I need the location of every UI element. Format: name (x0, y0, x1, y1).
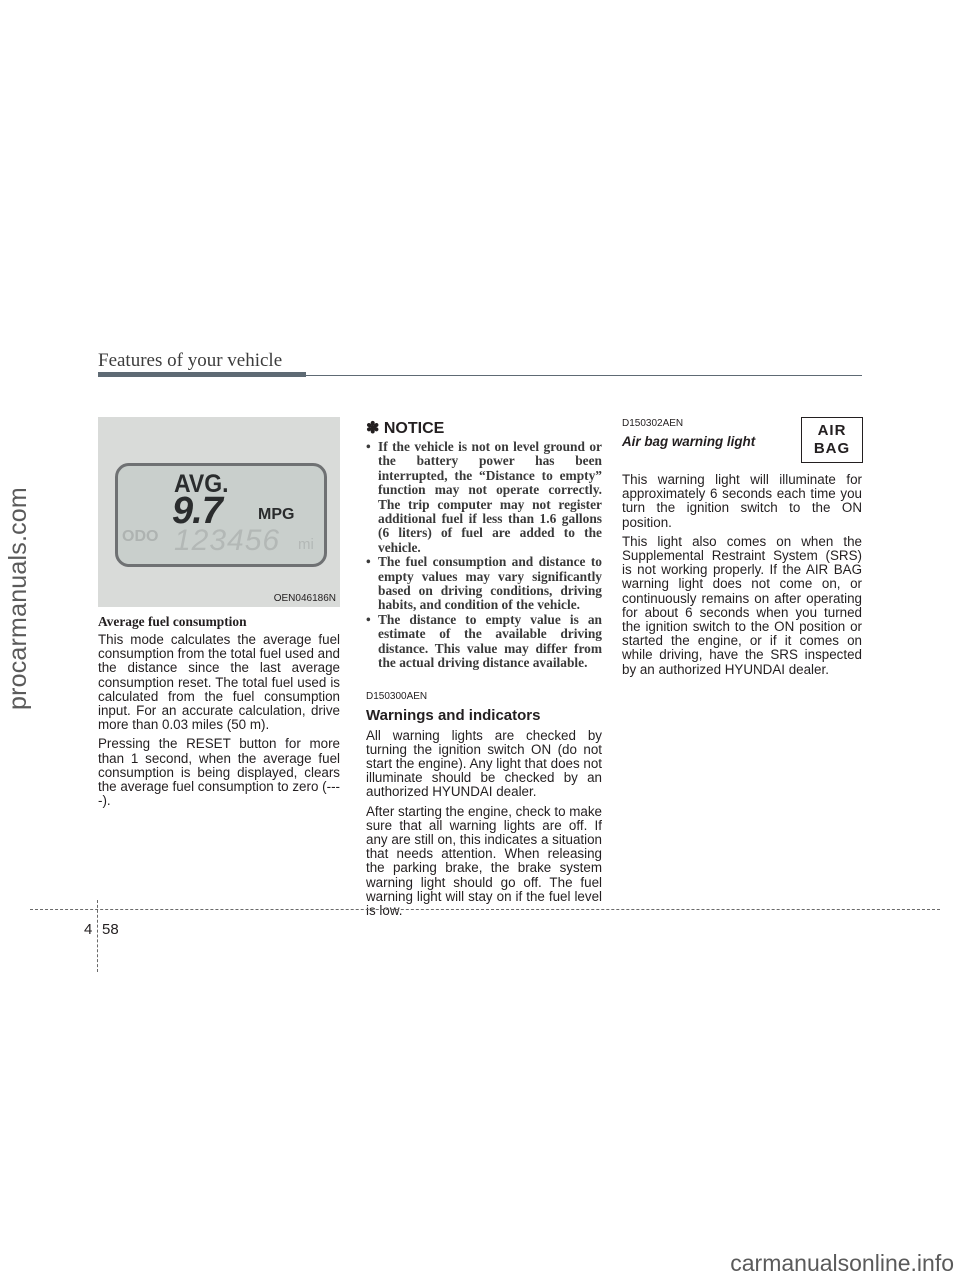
notice-item: • The distance to empty value is an estimate of the available driving distance. This value may differ from the actual driving distance available. (366, 611, 602, 671)
avg-fuel-heading: Average fuel consumption (98, 614, 247, 629)
watermark-bottom: carmanualsonline.info (730, 1250, 954, 1276)
airbag-warning-icon (801, 417, 863, 463)
cluster-display-figure (98, 417, 340, 607)
lcd-fuel-value: 9.7 (172, 490, 222, 532)
figure-code: OEN046186N (273, 593, 336, 604)
column-2 (366, 418, 602, 923)
header-rule-thick (98, 372, 306, 377)
avg-fuel-paragraph-2: Pressing the RESET button for more than 1 second, when the average fuel consumption is being displayed, clears the average fuel consumption to zero (----). (98, 736, 340, 809)
warnings-title: Warnings and indicators (366, 706, 541, 724)
airbag-icon-line-1: AIR (817, 422, 847, 439)
page-number: 58 (102, 921, 119, 938)
avg-fuel-paragraph-1: This mode calculates the average fuel consumption from the total fuel used and the distance since the last average consumption reset. The total fuel used is calculated from the fuel consumption input. For an accurate calculation, drive more than 0.03 miles (50 m). (98, 632, 340, 733)
footer-vertical-rule (97, 900, 98, 972)
header-rule-thin (306, 375, 862, 376)
lcd-avg-label: AVG. (174, 470, 229, 498)
footer-dashed-rule (30, 909, 940, 910)
lcd-odo-unit: mi (298, 536, 314, 553)
warnings-code: D150300AEN (366, 690, 428, 702)
notice-list (366, 440, 602, 671)
notice-title: ✽ NOTICE (366, 420, 445, 437)
bullet-icon: • (366, 439, 371, 454)
lcd-fuel-unit: MPG (258, 506, 295, 523)
lcd-odo-value: 123456 (174, 524, 281, 557)
watermark-side: procarmanuals.com (4, 487, 32, 710)
lcd-screen (115, 463, 327, 567)
lcd-odo-label: ODO (122, 528, 159, 545)
airbag-icon-line-2: BAG (813, 440, 851, 457)
warnings-paragraph-2: After starting the engine, check to make sure that all warning lights are off. If any are still on, this indicates a situation that needs attention. When releasing the parking brake, the brake system warning light should go off. The fuel warning light will stay on if the fuel level is low. (366, 803, 602, 918)
airbag-paragraph-2: This light also comes on when the Supplemental Restraint System (SRS) is not working properly. If the AIR BAG warning light does not come on, or continuously remains on after operating for about 6 seconds when you turned the ignition switch to the ON position or started the engine, or if it comes on while driving, have the SRS inspected by an authorized HYUNDAI dealer. (622, 533, 862, 677)
bullet-icon: • (366, 611, 371, 627)
warnings-paragraph-1: All warning lights are checked by turning the ignition switch ON (do not start the engine). Any light that does not illuminate should be checked by an authorized HYUNDAI dealer. (366, 727, 602, 800)
notice-item: • The fuel consumption and distance to empty values may vary significantly based on driving conditions, driving habits, and condition of the vehicle. (366, 554, 602, 613)
notice-item: • If the vehicle is not on level ground or the battery power has been interrupted, the “Distance to empty” function may not operate correctly. The trip computer may not register additional fuel if less than 1.6 gallons (6 liters) of fuel are added to the vehicle. (366, 439, 602, 555)
airbag-title: Air bag warning light (622, 434, 756, 449)
airbag-paragraph-1: This warning light will illuminate for approximately 6 seconds each time you turn the ignition switch to the ON position. (622, 472, 862, 530)
chapter-number: 4 (84, 921, 93, 938)
page-header-title: Features of your vehicle (98, 350, 283, 371)
airbag-code: D150302AEN (622, 418, 684, 429)
column-1 (98, 614, 340, 813)
bullet-icon: • (366, 554, 371, 570)
